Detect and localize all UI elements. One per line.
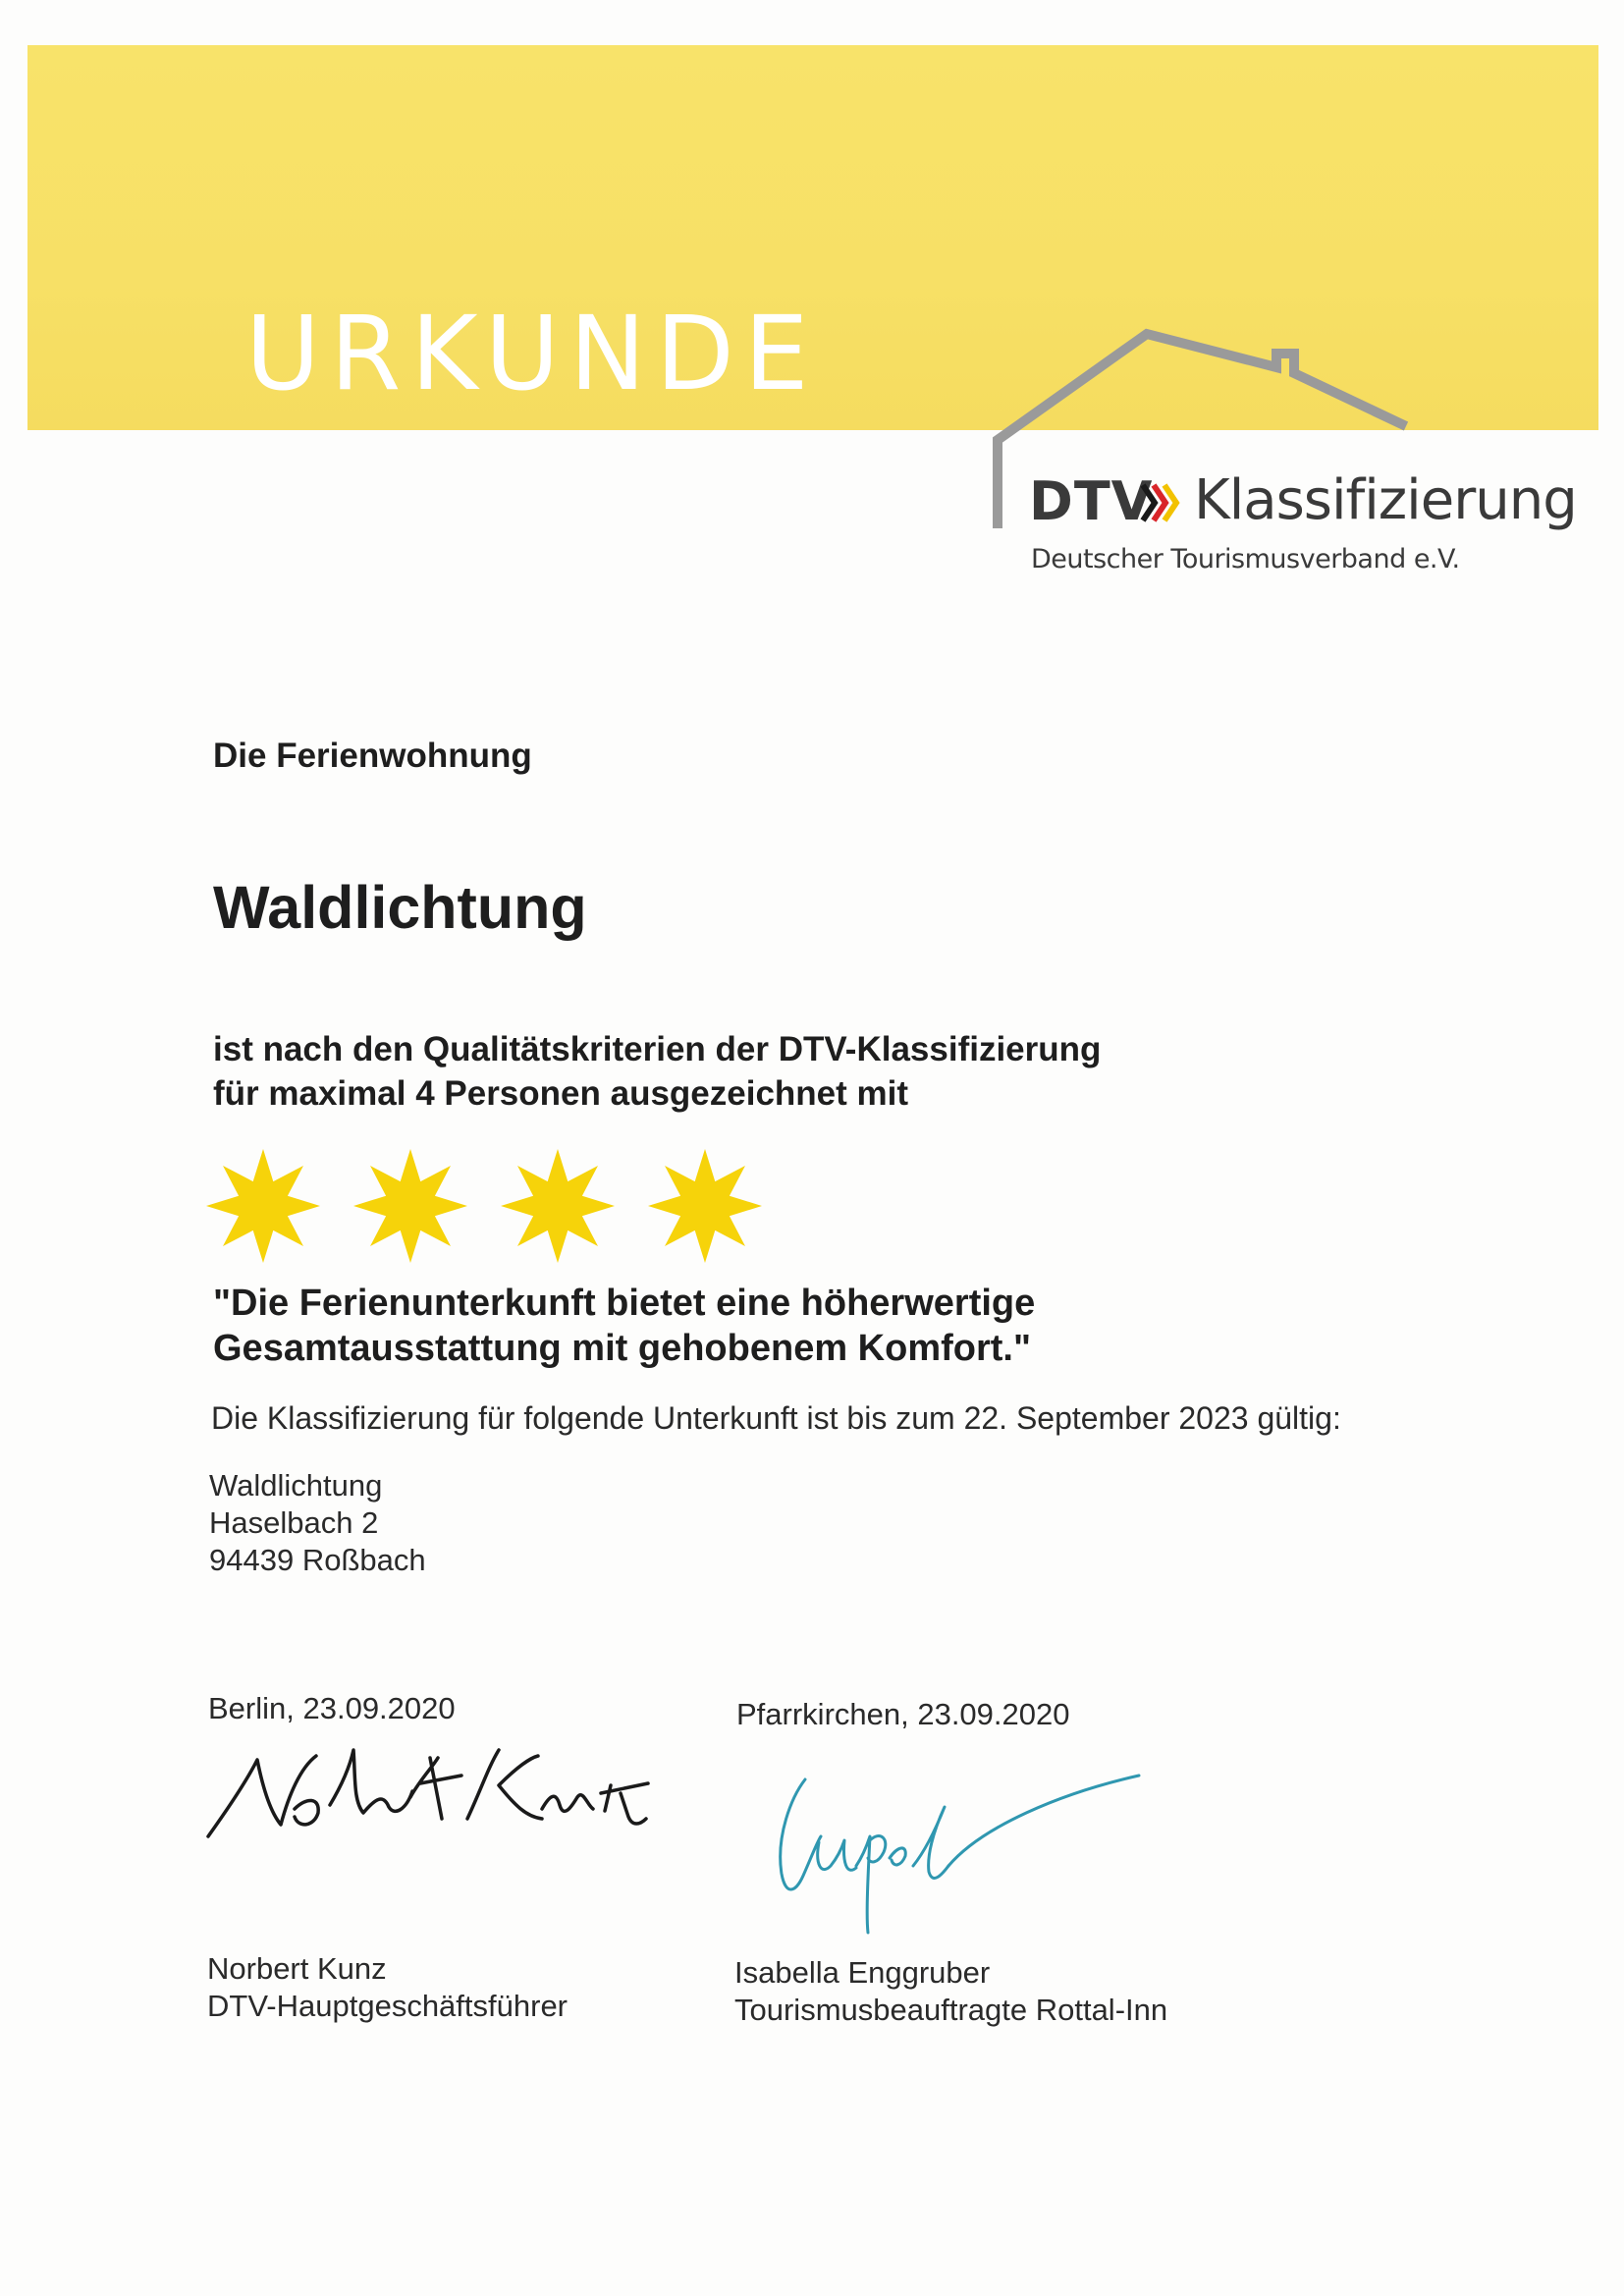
right-place-date: Pfarrkirchen, 23.09.2020	[736, 1697, 1070, 1731]
criteria-line: für maximal 4 Personen ausgezeichnet mit	[213, 1074, 909, 1113]
quote-text	[213, 1281, 1035, 1371]
right-signatory	[734, 1954, 1167, 2029]
signatory-role: Tourismusbeauftragte Rottal-Inn	[734, 1993, 1168, 2027]
left-signatory	[207, 1950, 568, 2025]
quote-line: Gesamtausstattung mit gehobenem Komfort."	[213, 1328, 1031, 1369]
criteria-line: ist nach den Qualitätskriterien der DTV-Klassifizierung	[213, 1030, 1102, 1068]
signatory-name: Isabella Enggruber	[734, 1955, 991, 1990]
validity-text: Die Klassifizierung für folgende Unterkunft ist bis zum 22. September 2023 gültig:	[211, 1400, 1341, 1436]
address-line: Waldlichtung	[209, 1468, 383, 1503]
logo-subtitle: Deutscher Tourismusverband e.V.	[1031, 544, 1460, 574]
property-name: Waldlichtung	[213, 874, 587, 941]
logo-brand: DTV	[1029, 470, 1154, 532]
signatory-name: Norbert Kunz	[207, 1951, 387, 1986]
address-line: 94439 Roßbach	[209, 1543, 426, 1577]
rating-star-icon	[501, 1149, 615, 1263]
yellow-banner	[27, 45, 1598, 430]
quote-line: "Die Ferienunterkunft bietet eine höherwertige	[213, 1283, 1036, 1324]
certificate-title: URKUNDE	[245, 294, 819, 413]
address-line: Haselbach 2	[209, 1505, 379, 1540]
star-rating	[196, 1137, 805, 1275]
criteria-text	[213, 1027, 1101, 1116]
rating-star-icon	[353, 1149, 467, 1263]
rating-star-icon	[206, 1149, 320, 1263]
intro-text: Die Ferienwohnung	[213, 737, 532, 775]
left-place-date: Berlin, 23.09.2020	[208, 1691, 456, 1725]
rating-star-icon	[648, 1149, 762, 1263]
signatory-role: DTV-Hauptgeschäftsführer	[207, 1989, 568, 2023]
dtv-chevrons-icon	[1139, 477, 1182, 528]
signature-norbert-kunz-icon	[208, 1750, 648, 1836]
address-block	[209, 1467, 426, 1579]
signature-isabella-enggruber-icon	[781, 1776, 1139, 1933]
logo-word: Klassifizierung	[1194, 468, 1577, 532]
